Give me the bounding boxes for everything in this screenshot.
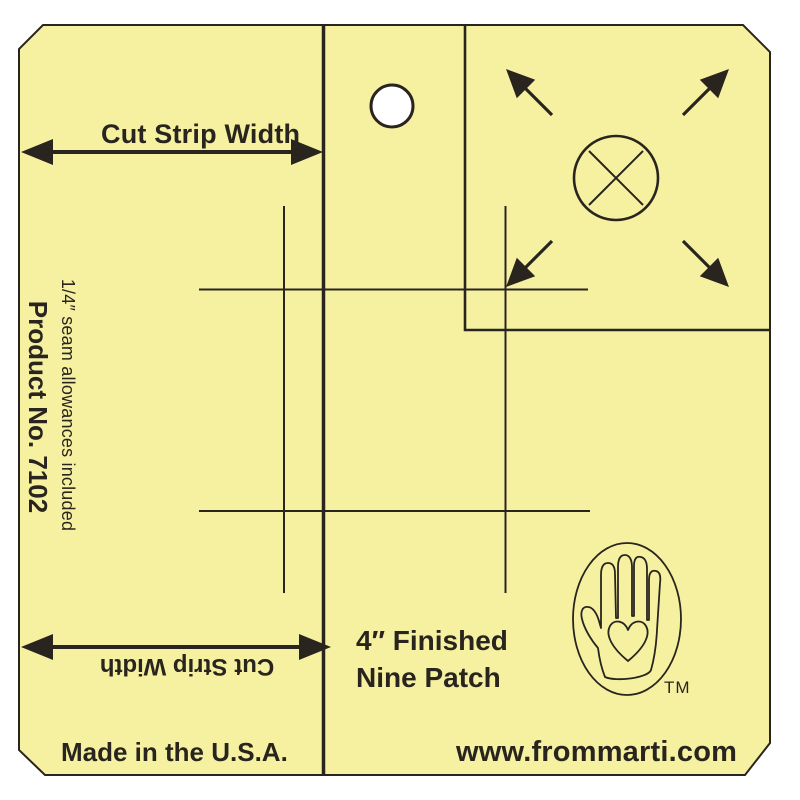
made-in-usa-label: Made in the U.S.A. xyxy=(61,737,288,767)
cut-strip-width-label-bottom: Cut Strip Width xyxy=(99,653,275,680)
cut-strip-width-label-top: Cut Strip Width xyxy=(101,119,301,149)
finished-size-line1: 4″ Finished xyxy=(356,625,508,656)
trademark-label: TM xyxy=(664,678,691,697)
product-number-label: Product No. 7102 xyxy=(23,300,53,514)
punch-hole-icon xyxy=(371,85,413,127)
finished-size-line2: Nine Patch xyxy=(356,662,501,693)
seam-allowance-note: 1/4″ seam allowances included xyxy=(58,278,78,532)
website-label: www.frommarti.com xyxy=(456,736,738,768)
